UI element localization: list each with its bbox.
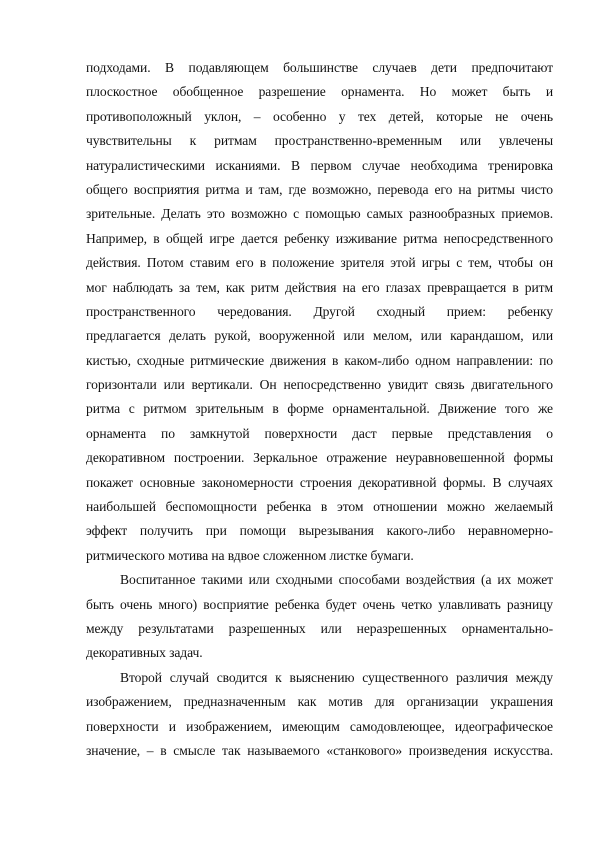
text-line: зрительные. Делать это возможно с помощью самых разнообразных приемов.: [86, 206, 553, 222]
text-line: общего восприятия ритма и там, где возможно, перевода его на ритмы чисто: [86, 181, 553, 197]
text-line: покажет основные закономерности строения декоративной формы. В случаях: [86, 474, 553, 490]
text-line: кистью, сходные ритмические движения в каком-либо одном направлении: по: [86, 352, 553, 368]
paragraph-1: [86, 56, 553, 568]
text-line: натуралистическими исканиями. В первом случае необходима тренировка: [86, 157, 553, 173]
body-text: [86, 56, 553, 763]
text-line: быть очень много) восприятие ребенка будет очень четко улавливать разницу: [86, 596, 553, 612]
paragraph-2: [86, 568, 553, 666]
text-line: ритмического мотива на вдвое сложенном листке бумаги.: [86, 547, 414, 563]
text-line: чувствительны к ритмам пространственно-временным или увлечены: [86, 133, 553, 149]
text-line: горизонтали или вертикали. Он непосредственно увидит связь двигательного: [86, 377, 553, 393]
text-line: плоскостное обобщенное разрешение орнамента. Но может быть и: [86, 84, 553, 100]
text-line: мог наблюдать за тем, как ритм действия на его глазах превращается в ритм: [86, 279, 553, 295]
text-line: изображением, предназначенным как мотив для организации украшения: [86, 694, 553, 710]
text-line: Воспитанное такими или сходными способами воздействия (а их может: [120, 572, 553, 588]
text-line: подходами. В подавляющем большинстве случаев дети предпочитают: [86, 60, 553, 75]
text-line: декоративном построении. Зеркальное отражение неуравновешенной формы: [86, 450, 553, 466]
text-line: предлагается делать рукой, вооруженной или мелом, или карандашом, или: [86, 328, 553, 344]
text-line: орнамента по замкнутой поверхности даст первые представления о: [86, 425, 553, 441]
text-line: ритма с ритмом зрительным в форме орнаментальной. Движение того же: [86, 401, 553, 417]
text-line: противоположный уклон, – особенно у тех детей, которые не очень: [86, 108, 553, 124]
paragraph-3: [86, 666, 553, 764]
text-line: наибольшей беспомощности ребенка в этом отношении можно желаемый: [86, 499, 553, 515]
text-line: поверхности и изображением, имеющим самодовлеющее, идеографическое: [86, 718, 553, 734]
text-line: значение, – в смысле так называемого «станкового» произведения искусства.: [86, 742, 553, 758]
text-line: пространственного чередования. Другой сходный прием: ребенку: [86, 303, 553, 319]
text-line: между результатами разрешенных или неразрешенных орнаментально-: [86, 620, 553, 636]
text-line: Второй случай сводится к выяснению существенного различия между: [120, 669, 553, 685]
text-line: декоративных задач.: [86, 645, 203, 661]
text-line: Например, в общей игре дается ребенку изживание ритма непосредственного: [86, 230, 553, 246]
text-line: действия. Потом ставим его в положение зрителя этой игры с тем, чтобы он: [86, 255, 553, 271]
text-line: эффект получить при помощи вырезывания какого-либо неравномерно-: [86, 523, 553, 539]
